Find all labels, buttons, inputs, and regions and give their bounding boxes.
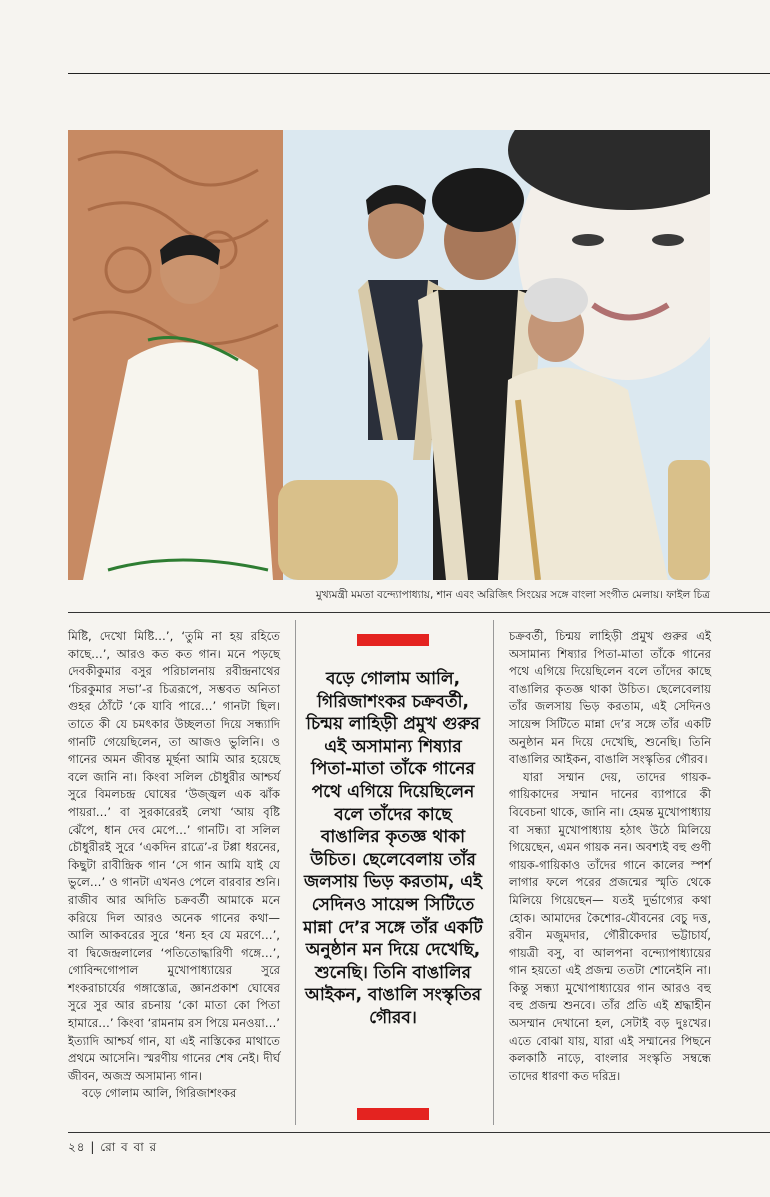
article-column-left	[68, 628, 280, 1103]
photo-caption: মুখ্যমন্ত্রী মমতা বন্দ্যোপাধ্যায়, শান এবং অরিজিৎ সিংয়ের সঙ্গে বাংলা সংগীত মেলায়। ফাইল চিত্র	[315, 589, 710, 601]
pull-quote	[303, 620, 483, 1030]
footer-rule	[68, 1132, 770, 1133]
article-paragraph: যারা সম্মান দেয়, তাদের গায়ক-গায়িকাদের সম্মান দানের ব্যাপারে কী বিবেচনা থাকে, জানি না। হেমন্ত মুখোপাধ্যায় বা সন্ধ্যা মুখোপাধ্যায় হঠাৎ উঠে মিলিয়ে গিয়েছেন, এমন গায়ক নন। অবশ্যই বহু গুণী গায়ক-গায়িকাও তাঁদের গানে কালের স্পর্শ লাগার ফলে পরের প্রজন্মের স্মৃতি থেকে মিলিয়ে গিয়েছেন— যতই দুর্ভাগ্যের কথা হোক। আমাদের কৈশোর-যৌবনের বেচু দত্ত, রবীন মজুমদার, গৌরীকেদার ভট্টাচার্য, গায়ত্রী বসু, বা আলপনা বন্দ্যোপাধ্যায়ের গান হয়তো এই প্রজন্ম ততটা শোনেইনি না। কিন্তু সন্ধ্যা মুখোপাধ্যায়ের গান আরও বহু বহু প্রজন্ম শুনবে। তাঁর প্রতি এই শ্রদ্ধাহীন অসম্মান দেখানো হল, সেটাই বড় দুঃখের। এতে বোঝা যায়, যারা এই সম্মানের পিছনে কলকাঠি নাড়ে, বাংলার সংস্কৃতি সম্বন্ধে তাদের ধারণা কত দরিদ্র।	[509, 769, 711, 1083]
caption-rule	[68, 612, 770, 613]
pull-quote-bar-bottom	[357, 1108, 429, 1120]
page-number: ২৪	[68, 1140, 86, 1154]
article-paragraph: চক্রবর্তী, চিন্ময় লাহিড়ী প্রমুখ গুরুর এই অসামান্য শিষ্যার পিতা-মাতা তাঁকে গানের পথে এগিয়ে দিয়েছিলেন বলে তাঁদের কাছে বাঙালির কৃতজ্ঞ থাকা উচিত। ছেলেবেলায় তাঁর জলসায় ভিড় করতাম, এই সেদিনও সায়েন্স সিটিতে মান্না দে’র সঙ্গে তাঁর একটি অনুষ্ঠান মন দিয়ে দেখেছি, শুনেছি। তিনি বাঙালির আইকন, বাঙালি সংস্কৃতির গৌরব।	[509, 629, 711, 767]
column-divider	[493, 620, 494, 1125]
top-rule	[68, 73, 770, 74]
article-paragraph: বড়ে গোলাম আলি, গিরিজাশংকর	[82, 1086, 237, 1101]
page-footer	[68, 1138, 157, 1156]
pull-quote-bar-top	[357, 634, 429, 646]
article-column-right	[509, 628, 711, 1085]
footer-separator: |	[90, 1140, 96, 1154]
pull-quote-text: বড়ে গোলাম আলি, গিরিজাশংকর চক্রবর্তী, চিন্ময় লাহিড়ী প্রমুখ গুরুর এই অসামান্য শিষ্যার পিতা-মাতা তাঁকে গানের পথে এগিয়ে দিয়েছিলেন বলে তাঁদের কাছে বাঙালির কৃতজ্ঞ থাকা উচিত। ছেলেবেলায় তাঁর জলসায় ভিড় করতাম, এই সেদিনও সায়েন্স সিটিতে মান্না দে’র সঙ্গে তাঁর একটি অনুষ্ঠান মন দিয়ে দেখেছি, শুনেছি। তিনি বাঙালির আইকন, বাঙালি সংস্কৃতির গৌরব।	[303, 669, 483, 1028]
magazine-name: রো ব বা র	[100, 1140, 158, 1154]
article-photo	[68, 130, 710, 580]
column-divider	[295, 620, 296, 1125]
article-paragraph: মিষ্টি, দেখো মিষ্টি…’, ‘তুমি না হয় রহিতে কাছে…’, আরও কত কত গান। মনে পড়ছে দেবকীকুমার বসুর পরিচালনায় রবীন্দ্রনাথের ‘চিরকুমার সভা’-র চিত্ররূপে, সম্ভবত অনিতা গুহর ঠোঁটে ‘কে যাবি পারে…’ গানটা ছিল। তাতে কী যে চমৎকার উচ্ছলতা দিয়ে সন্ধ্যাদি গানটি গেয়েছিলেন, তা আজও ভুলিনি। ও গানের অমন জীবন্ত মূর্ছনা আমি আর হয়েছে বলে জানি না। কিংবা সলিল চৌধুরীর আশ্চর্য সুরে বিমলচন্দ্র ঘোষের ‘উজ্জ্বল এক ঝাঁক পায়রা…’ বা সুরকারেরই লেখা ‘আয় বৃষ্টি ঝেঁপে, ধান দেব মেপে…’ গানটি। বা সলিল চৌধুরীরই সুরে ‘একদিন রাত্রে’-র টপ্পা ধরনের, কিছুটা রাবীন্দ্রিক গান ‘সে গান আমি যাই যে ভুলে…’ ও গানটা এখনও পেলে বারবার শুনি। রাজীব আর অদিতি চক্রবর্তী আমাকে মনে করিয়ে দিল আরও অনেক গানের কথা— আলি আকবরের সুরে ‘ধন্য হব যে মরণে…’, বা দ্বিজেন্দ্রলালের ‘পতিতোদ্ধারিণী গঙ্গে…’, গোবিন্দগোপাল মুখোপাধ্যায়ের সুরে শংকরাচার্যের গঙ্গাস্তোত্র, জ্ঞানপ্রকাশ ঘোষের সুরে সুর আর রচনায় ‘কো মাতা কো পিতা হামারে…’ কিংবা ‘রামনাম রস পিয়ে মনওয়া…’ ইত্যাদি আশ্চর্য গান, যা এই নাস্তিকের মাথাতে প্রথমে আসেনি। স্মরণীয় গানের শেষ নেই। দীর্ঘ জীবন, অজস্র অসামান্য গান।	[68, 629, 280, 1083]
